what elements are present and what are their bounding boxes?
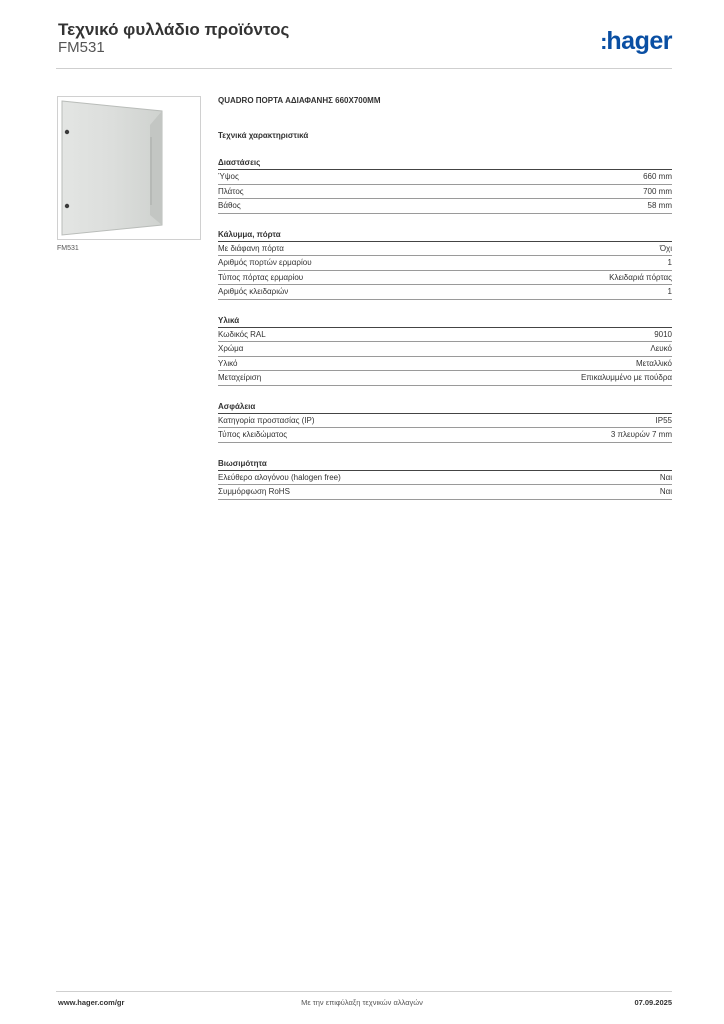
- logo-text: hager: [606, 27, 672, 55]
- spec-row: [218, 357, 672, 372]
- spec-label: Κατηγορία προστασίας (IP): [218, 415, 315, 425]
- spec-value: Ναι: [659, 472, 672, 482]
- spec-label: Υλικό: [218, 358, 238, 368]
- section-sustainability: [218, 457, 672, 500]
- header-divider: [56, 68, 672, 69]
- product-image: [57, 96, 201, 240]
- spec-label: Χρώμα: [218, 344, 244, 353]
- spec-value: 1: [667, 258, 672, 267]
- section-title: Βιωσιμότητα: [218, 457, 672, 471]
- spec-row: [218, 471, 672, 486]
- section-materials: [218, 314, 672, 386]
- spec-row: [218, 242, 672, 257]
- spec-value: 660 mm: [643, 172, 672, 181]
- spec-label: Συμμόρφωση RoHS: [218, 487, 290, 496]
- tech-heading: Τεχνικά χαρακτηριστικά: [218, 131, 309, 140]
- spec-row: [218, 285, 672, 300]
- spec-row: [218, 256, 672, 271]
- spec-label: Με διάφανη πόρτα: [218, 243, 284, 253]
- image-caption: FM531: [57, 245, 79, 252]
- spec-row: [218, 185, 672, 200]
- spec-row: [218, 342, 672, 357]
- document-title: Τεχνικό φυλλάδιο προϊόντος: [58, 20, 290, 39]
- spec-value: Λευκό: [650, 344, 672, 353]
- spec-label: Τύπος κλειδώματος: [218, 430, 288, 439]
- spec-value: Επικαλυμμένο με πούδρα: [580, 373, 672, 382]
- spec-row: [218, 199, 672, 214]
- spec-row: [218, 271, 672, 286]
- spec-value: 9010: [654, 329, 672, 339]
- product-code: FM531: [58, 39, 105, 56]
- spec-value: 3 πλευρών 7 mm: [610, 430, 672, 439]
- section-title: Ασφάλεια: [218, 400, 672, 414]
- spec-value: Κλειδαριά πόρτας: [609, 272, 672, 282]
- spec-label: Ελεύθερο αλογόνου (halogen free): [218, 472, 341, 482]
- spec-label: Βάθος: [218, 201, 241, 210]
- spec-row: [218, 485, 672, 500]
- section-title: Διαστάσεις: [218, 156, 672, 170]
- spec-label: Αριθμός κλειδαριών: [218, 287, 289, 296]
- spec-row: [218, 428, 672, 443]
- spec-row: [218, 328, 672, 343]
- spec-content: [218, 95, 672, 500]
- section-cover-door: [218, 228, 672, 300]
- spec-label: Πλάτος: [218, 186, 244, 196]
- spec-value: 700 mm: [643, 186, 672, 196]
- spec-value: IP55: [655, 415, 672, 425]
- hager-logo: [600, 27, 672, 56]
- spec-value: Μεταλλικό: [635, 358, 672, 368]
- spec-row: [218, 170, 672, 185]
- logo-dots-icon: :: [600, 29, 606, 54]
- spec-label: Ύψος: [218, 172, 239, 181]
- door-panel-picture: [58, 97, 200, 239]
- section-safety: [218, 400, 672, 443]
- product-title: QUADRO ΠΟΡΤΑ ΑΔΙΑΦΑΝΗΣ 660X700MM: [218, 96, 381, 105]
- spec-label: Αριθμός πορτών ερμαρίου: [218, 258, 312, 267]
- spec-value: 58 mm: [647, 201, 672, 210]
- footer-date: 07.09.2025: [634, 998, 672, 1007]
- spec-label: Τύπος πόρτας ερμαρίου: [218, 272, 304, 282]
- spec-row: [218, 371, 672, 386]
- spec-value: Ναι: [659, 487, 672, 496]
- section-title: Υλικά: [218, 314, 672, 328]
- spec-row: [218, 414, 672, 429]
- footer-divider: [56, 991, 672, 992]
- spec-label: Μεταχείριση: [218, 373, 262, 382]
- spec-label: Κωδικός RAL: [218, 329, 266, 339]
- spec-value: 1: [667, 287, 672, 296]
- footer-website-link[interactable]: www.hager.com/gr: [58, 998, 125, 1007]
- section-title: Κάλυμμα, πόρτα: [218, 228, 672, 242]
- spec-value: Όχι: [659, 243, 672, 253]
- footer-note: Με την επιφύλαξη τεχνικών αλλαγών: [301, 998, 423, 1007]
- section-dimensions: [218, 156, 672, 214]
